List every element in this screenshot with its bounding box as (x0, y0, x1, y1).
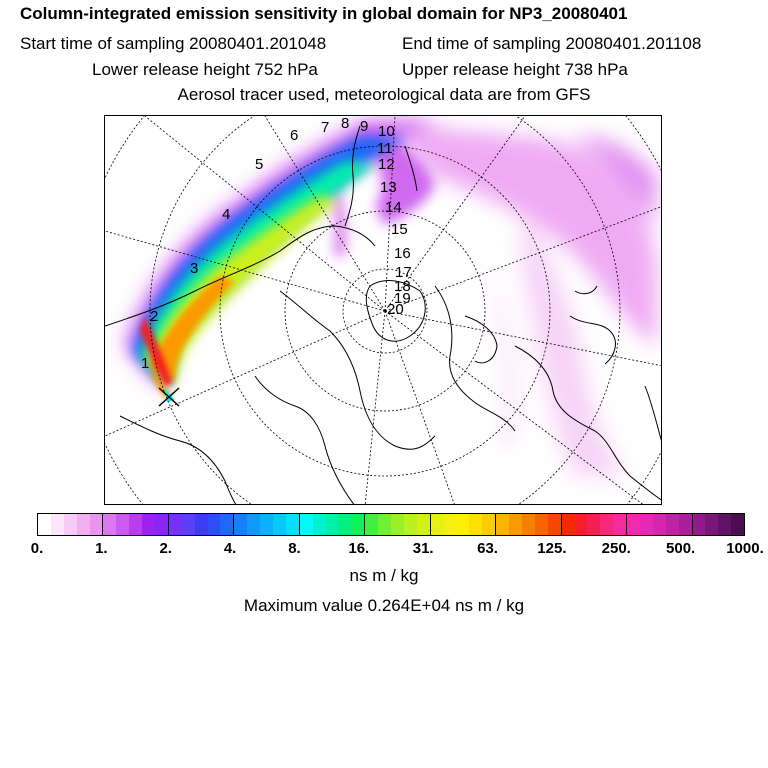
colorbar-cell (260, 514, 273, 535)
colorbar-cell (575, 514, 588, 535)
colorbar-cell (351, 514, 364, 535)
colorbar-cell (417, 514, 430, 535)
colorbar-cell (77, 514, 90, 535)
colorbar-tick-label: 250. (601, 540, 631, 557)
colorbar-tick-label: 2. (159, 540, 172, 557)
colorbar-tick-label: 4. (223, 540, 237, 557)
colorbar-cell (195, 514, 208, 535)
trajectory-label: 12 (378, 156, 395, 173)
colorbar-cell (338, 514, 351, 535)
colorbar-cell (561, 514, 575, 535)
upper-release-height-label: Upper release height 738 hPa (402, 60, 628, 79)
trajectory-label: 13 (380, 179, 397, 196)
colorbar-cell (469, 514, 482, 535)
colorbar-cell (38, 514, 51, 535)
colorbar-cell (613, 514, 626, 535)
colorbar-cell (430, 514, 444, 535)
end-time-label: End time of sampling 20080401.201108 (402, 34, 702, 53)
colorbar-tick-labels (0, 540, 768, 560)
colorbar-cell (51, 514, 64, 535)
trajectory-label: 10 (378, 123, 395, 140)
start-time-label: Start time of sampling 20080401.201048 (20, 34, 327, 53)
colorbar-tick-label: 63. (477, 540, 498, 557)
colorbar-tick-label: 0. (30, 540, 44, 557)
trajectory-label: 1 (141, 355, 150, 372)
colorbar-cell (522, 514, 535, 535)
colorbar-cell (182, 514, 195, 535)
colorbar-tick-label: 16. (348, 540, 370, 557)
colorbar-cell (587, 514, 600, 535)
trajectory-label: 9 (360, 118, 369, 135)
trajectory-label: 6 (290, 127, 299, 144)
colorbar-cell (718, 514, 731, 535)
trajectory-label: 17 (395, 264, 412, 281)
lower-release-height-label: Lower release height 752 hPa (92, 60, 318, 79)
colorbar-cell (391, 514, 404, 535)
trajectory-label: 11 (377, 140, 393, 157)
trajectory-label: 2 (150, 308, 159, 325)
trajectory-label: 15 (391, 221, 408, 238)
colorbar-cell (626, 514, 640, 535)
colorbar-cell (653, 514, 666, 535)
colorbar-cell (600, 514, 613, 535)
trajectory-label: 19 (394, 290, 411, 307)
trajectory-label: 14 (385, 199, 402, 216)
colorbar-cell (535, 514, 548, 535)
trajectory-label: 8 (341, 116, 350, 132)
colorbar-cell (155, 514, 168, 535)
colorbar-cell (116, 514, 129, 535)
colorbar-cell (364, 514, 378, 535)
colorbar-cell (679, 514, 692, 535)
sensitivity-map (104, 115, 662, 505)
colorbar-cell (90, 514, 103, 535)
colorbar-cell (509, 514, 522, 535)
trajectory-label: 5 (255, 156, 264, 173)
colorbar-cell (404, 514, 417, 535)
trajectory-label: 18 (394, 278, 411, 295)
trajectory-label: 16 (394, 245, 411, 262)
colorbar-tick-label: 31. (412, 540, 434, 557)
colorbar-cell (705, 514, 718, 535)
colorbar-cell (233, 514, 247, 535)
map-canvas (105, 116, 662, 505)
colorbar-cell (273, 514, 286, 535)
colorbar-cell (299, 514, 313, 535)
trajectory-label: 3 (190, 260, 199, 277)
colorbar-cell (548, 514, 561, 535)
colorbar-cell (640, 514, 653, 535)
colorbar-cell (378, 514, 391, 535)
colorbar-cell (444, 514, 457, 535)
colorbar-cell (220, 514, 233, 535)
colorbar-cell (208, 514, 221, 535)
colorbar (37, 513, 745, 536)
maximum-value-label: Maximum value 0.264E+04 ns m / kg (243, 596, 525, 615)
trajectory-label: 20 (387, 301, 404, 318)
colorbar-tick-label: 1. (95, 540, 108, 557)
colorbar-cell (168, 514, 182, 535)
plot-title: Column-integrated emission sensitivity in global domain for NP3_20080401 (20, 4, 628, 23)
trajectory-label: 7 (321, 119, 330, 136)
colorbar-cell (142, 514, 155, 535)
tracer-note: Aerosol tracer used, meteorological data are from GFS (177, 85, 591, 104)
colorbar-cell (313, 514, 326, 535)
colorbar-cell (666, 514, 679, 535)
colorbar-cell (286, 514, 299, 535)
colorbar-cell (692, 514, 706, 535)
colorbar-tick-label: 8. (288, 540, 301, 557)
colorbar-cell (326, 514, 339, 535)
colorbar-cell (457, 514, 470, 535)
colorbar-tick-label: 1000. (726, 540, 764, 557)
colorbar-units: ns m / kg (349, 566, 419, 585)
colorbar-cell (731, 514, 744, 535)
colorbar-tick-label: 500. (666, 540, 696, 557)
colorbar-cell (482, 514, 495, 535)
colorbar-cell (247, 514, 260, 535)
colorbar-tick-label: 125. (537, 540, 567, 557)
colorbar-cell (64, 514, 77, 535)
trajectory-label: 4 (222, 206, 231, 223)
release-location-cross (159, 388, 179, 406)
colorbar-cell (102, 514, 116, 535)
colorbar-cell (495, 514, 509, 535)
colorbar-cell (129, 514, 142, 535)
